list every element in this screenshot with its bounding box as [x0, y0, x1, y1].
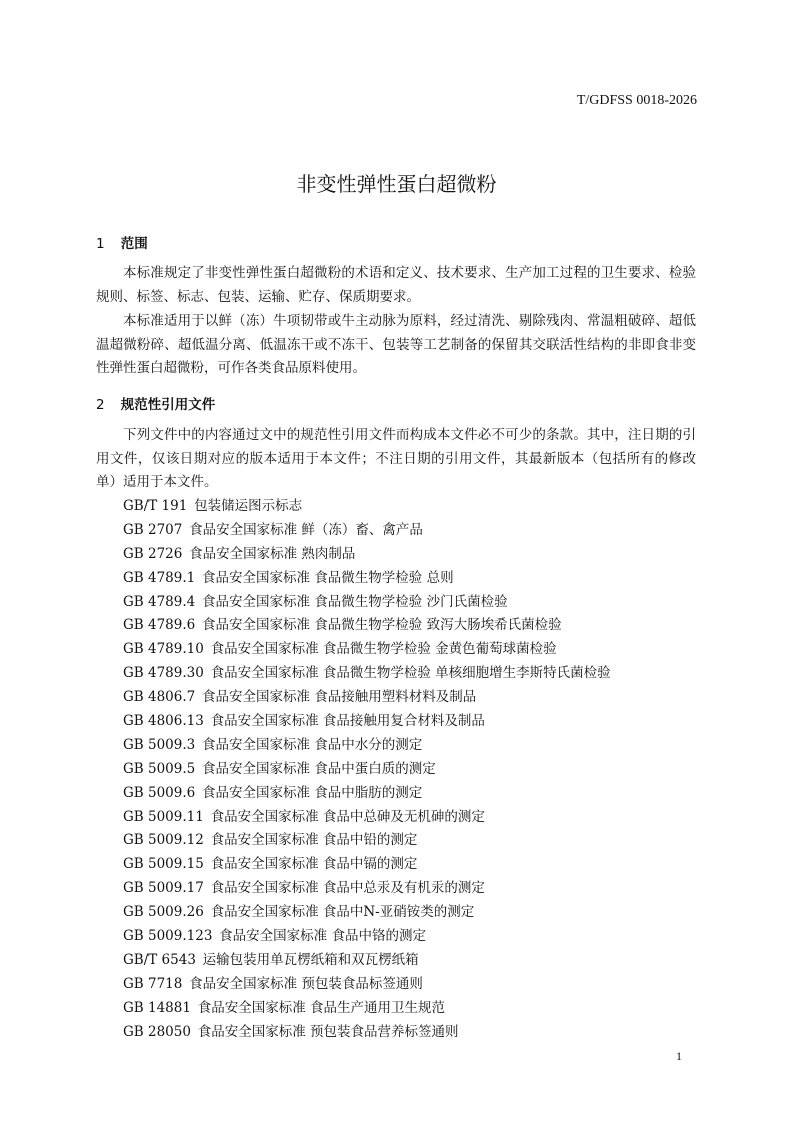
reference-title: 食品安全国家标准 食品微生物学检验 总则: [201, 569, 454, 586]
reference-item: [123, 519, 611, 543]
reference-code: GB 28050: [123, 1023, 191, 1040]
reference-title: 食品安全国家标准 食品中总汞及有机汞的测定: [210, 880, 485, 897]
reference-code: GB 5009.12: [123, 832, 204, 849]
reference-title: 食品安全国家标准 食品接触用复合材料及制品: [210, 713, 485, 730]
reference-title: 食品安全国家标准 食品生产通用卫生规范: [197, 999, 445, 1016]
reference-title: 食品安全国家标准 食品中水分的测定: [201, 736, 423, 753]
reference-title: 运输包装用单瓦楞纸箱和双瓦楞纸箱: [202, 951, 419, 968]
reference-item: [123, 543, 611, 567]
reference-code: GB 2707: [123, 521, 183, 538]
reference-item: [123, 614, 611, 638]
reference-item: [123, 1021, 611, 1045]
reference-title: 食品安全国家标准 食品中铅的测定: [210, 832, 418, 849]
reference-item: [123, 925, 611, 949]
reference-title: 食品安全国家标准 食品中镉的测定: [210, 856, 418, 873]
reference-title: 食品安全国家标准 食品微生物学检验 沙门氏菌检验: [201, 593, 508, 610]
reference-title: 食品安全国家标准 食品微生物学检验 单核细胞增生李斯特氏菌检验: [210, 665, 611, 682]
reference-title: 食品安全国家标准 预包装食品标签通则: [189, 975, 423, 992]
reference-item: [123, 662, 611, 686]
reference-code: GB 4806.13: [123, 713, 204, 730]
reference-code: GB 5009.5: [123, 760, 196, 777]
section-heading-scope: [96, 232, 148, 252]
scope-paragraph-1: 本标准规定了非变性弹性蛋白超微粉的术语和定义、技术要求、生产加工过程的卫生要求、检验规则、标签、标志、包装、运输、贮存、保质期要求。: [96, 265, 696, 305]
reference-title: 包装储运图示标志: [194, 498, 303, 514]
reference-item: [123, 734, 611, 758]
reference-title: 食品安全国家标准 食品中总砷及无机砷的测定: [210, 808, 485, 825]
reference-code: GB 4789.6: [123, 617, 196, 634]
reference-title: 食品安全国家标准 食品接触用塑料材料及制品: [201, 689, 477, 706]
reference-code: GB/T 191: [123, 498, 188, 514]
document-title: 非变性弹性蛋白超微粉: [296, 172, 497, 196]
reference-title: 食品安全国家标准 食品中蛋白质的测定: [201, 760, 436, 777]
reference-item: [123, 949, 611, 973]
reference-item: [123, 567, 611, 591]
reference-code: GB 5009.123: [123, 928, 213, 945]
reference-item: [123, 638, 611, 662]
standard-code: T/GDFSS 0018-2026: [576, 93, 697, 108]
reference-code: GB 4789.10: [123, 641, 204, 658]
reference-title: 食品安全国家标准 食品中N-亚硝铵类的测定: [210, 904, 475, 921]
reference-title: 食品安全国家标准 食品中铬的测定: [219, 928, 426, 945]
reference-item: [123, 997, 611, 1021]
reference-code: GB 4789.1: [123, 569, 196, 586]
reference-item: [123, 853, 611, 877]
reference-item: [123, 591, 611, 615]
reference-item: [123, 758, 611, 782]
reference-code: GB 5009.3: [123, 736, 196, 753]
reference-item: [123, 495, 611, 519]
reference-code: GB 5009.6: [123, 784, 196, 801]
reference-title: 食品安全国家标准 预包装食品营养标签通则: [197, 1023, 459, 1040]
reference-item: [123, 710, 611, 734]
reference-code: GB 4789.30: [123, 665, 204, 682]
scope-paragraph-2: 本标准适用于以鲜（冻）牛项韧带或牛主动脉为原料，经过清洗、剔除残肉、常温粗破碎、超低温超微粉碎、超低温分离、低温冻干或不冻干、包装等工艺制备的保留其交联活性结构的非即食非变性弹性蛋白超微粉，可作各类食品原料使用。: [96, 313, 696, 376]
reference-code: GB 4789.4: [123, 593, 196, 610]
reference-title: 食品安全国家标准 食品微生物学检验 致泻大肠埃希氏菌检验: [201, 617, 562, 634]
reference-item: [123, 829, 611, 853]
section-title: 规范性引用文件: [120, 397, 216, 413]
section-number: 2: [96, 397, 105, 413]
reference-code: GB 7718: [123, 975, 183, 992]
reference-code: GB 4806.7: [123, 689, 196, 706]
reference-list: [123, 495, 611, 1044]
reference-code: GB/T 6543: [123, 951, 196, 968]
reference-code: GB 2726: [123, 545, 183, 562]
reference-item: [123, 806, 611, 830]
reference-title: 食品安全国家标准 食品中脂肪的测定: [201, 784, 423, 801]
reference-item: [123, 877, 611, 901]
reference-item: [123, 901, 611, 925]
section-heading-normative-references: [96, 393, 215, 413]
reference-code: GB 5009.26: [123, 904, 204, 921]
reference-title: 食品安全国家标准 鲜（冻）畜、禽产品: [189, 521, 423, 538]
reference-title: 食品安全国家标准 熟肉制品: [189, 545, 356, 562]
reference-item: [123, 782, 611, 806]
references-intro-paragraph: 下列文件中的内容通过文中的规范性引用文件而构成本文件必不可少的条款。其中，注日期的引用文件，仅该日期对应的版本适用于本文件；不注日期的引用文件，其最新版本（包括所有的修改单）适用于本文件。: [96, 427, 696, 490]
reference-item: [123, 686, 611, 710]
section-number: 1: [96, 236, 105, 252]
reference-code: GB 5009.11: [123, 808, 204, 825]
reference-code: GB 5009.15: [123, 856, 204, 873]
reference-title: 食品安全国家标准 食品微生物学检验 金黄色葡萄球菌检验: [210, 641, 557, 658]
reference-code: GB 14881: [123, 999, 191, 1016]
reference-code: GB 5009.17: [123, 880, 204, 897]
reference-item: [123, 973, 611, 997]
section-title: 范围: [120, 236, 148, 252]
page-number: 1: [676, 1049, 682, 1063]
